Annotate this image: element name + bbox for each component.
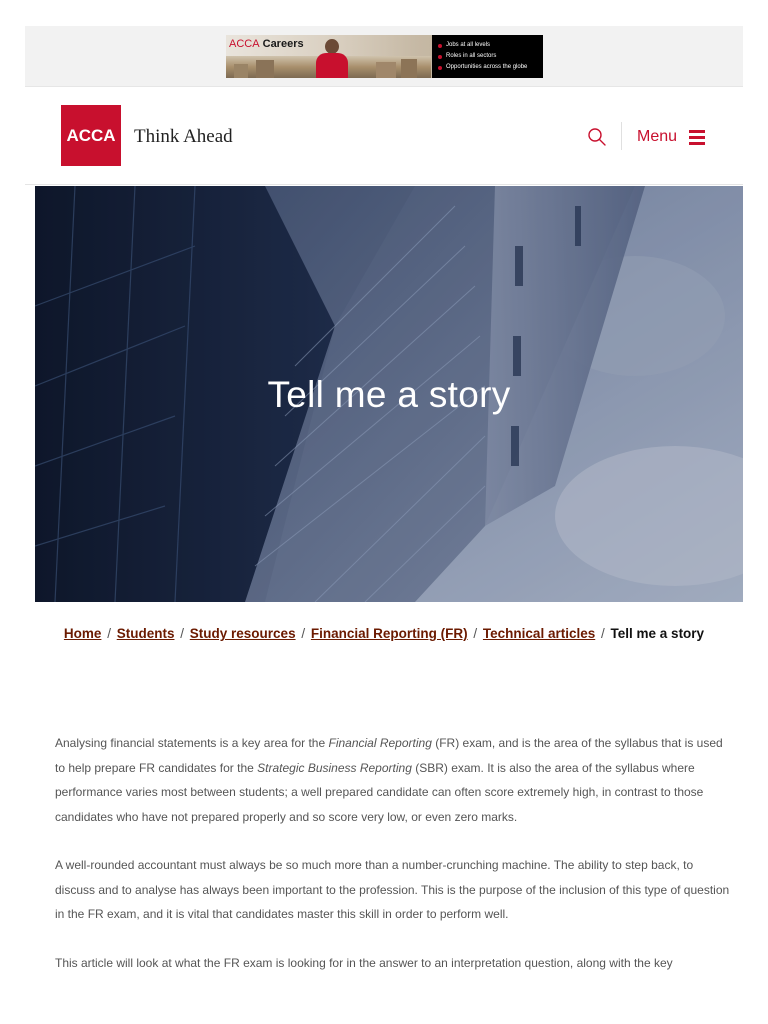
breadcrumb-home[interactable]: Home <box>63 626 102 641</box>
ad-bullet: Opportunities across the globe <box>438 62 543 73</box>
hamburger-icon <box>689 130 705 144</box>
breadcrumb-separator: / <box>473 626 478 641</box>
menu-label: Menu <box>637 128 678 145</box>
page-title: Tell me a story <box>267 374 511 415</box>
breadcrumb-current: Tell me a story <box>610 626 705 641</box>
article-paragraph: This article will look at what the FR exam is looking for in the answer to an interpretation question, along with the key <box>55 955 673 970</box>
breadcrumb-separator: / <box>301 626 306 641</box>
article-paragraph: A well-rounded accountant must always be so much more than a number-crunching machine. The ability to step back, to discuss and to analyse has always been important to the profession. This is the purpose of the inclusion of this type of question in the FR exam, and it is vital that candidates master this skill in order to perform well. <box>55 858 730 921</box>
search-button[interactable] <box>587 127 607 147</box>
acca-logo[interactable]: ACCA <box>61 105 121 166</box>
breadcrumb-separator: / <box>107 626 111 641</box>
exam-name: Financial Reporting <box>328 736 432 750</box>
paragraph-text: (SBR) exam. It is also the area of the syllabus where performance varies most between students; a well prepared candidate can often score extremely high, in contrast to those candidates who have not prepared properly and so score very low, or even zero marks. <box>55 760 704 824</box>
breadcrumb-study-resources[interactable]: Study resources <box>189 626 296 641</box>
breadcrumb-separator: / <box>180 626 185 641</box>
ad-bullet: Roles in all sectors <box>438 51 543 62</box>
breadcrumb-students[interactable]: Students <box>116 626 175 641</box>
article-paragraph <box>55 731 735 829</box>
site-header <box>25 88 743 185</box>
ad-person-image <box>314 39 350 78</box>
hero-banner <box>35 186 743 602</box>
acca-careers-ad-banner[interactable] <box>226 35 543 78</box>
ad-title <box>229 38 304 50</box>
breadcrumb-technical-articles[interactable]: Technical articles <box>482 626 596 641</box>
article-body <box>55 731 735 999</box>
ad-bullet-list <box>432 35 543 78</box>
header-divider <box>621 122 622 150</box>
ad-title-text: Careers <box>262 38 304 50</box>
paragraph-text: (FR) exam, and is the area of the syllabus that is used to help prepare FR candidates for the <box>55 736 723 775</box>
search-icon <box>587 127 607 147</box>
exam-name: Strategic Business Reporting <box>257 760 412 775</box>
ad-bullet: Jobs at all levels <box>438 40 543 51</box>
tagline: Think Ahead <box>134 126 233 147</box>
paragraph-text: Analysing financial statements is a key area for the <box>55 736 329 750</box>
breadcrumb <box>0 626 768 641</box>
ad-brand: ACCA <box>229 38 260 50</box>
ad-strip <box>25 26 743 87</box>
breadcrumb-financial-reporting[interactable]: Financial Reporting (FR) <box>310 626 468 641</box>
breadcrumb-separator: / <box>601 626 605 641</box>
menu-button[interactable] <box>637 126 705 148</box>
